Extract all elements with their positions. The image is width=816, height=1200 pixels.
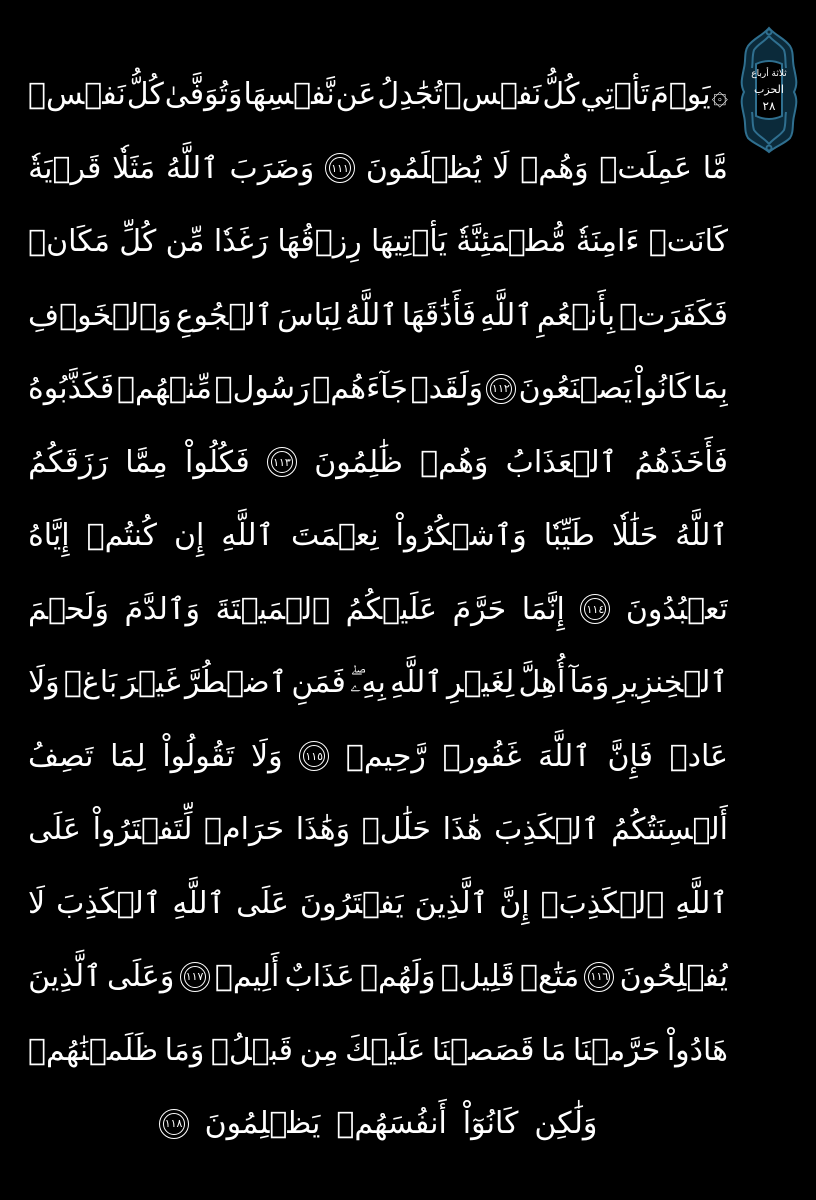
quran-word: بِأَنۡعُمِ: [536, 297, 616, 333]
text-line: [28, 132, 728, 206]
quran-word: حَلَٰلٞ: [361, 812, 431, 848]
text-line: [28, 426, 728, 500]
quran-word: غَفُورٞ: [442, 738, 522, 774]
quran-word: يُظۡلَمُونَ: [365, 150, 482, 186]
ayah-number-marker: ١١٨: [159, 1109, 189, 1139]
quran-word: وَهَٰذَا: [295, 812, 351, 848]
ayah-number-marker: ١١١: [325, 153, 355, 183]
quran-word: ٱلۡمَيۡتَةَ: [215, 591, 331, 627]
text-line: [28, 58, 728, 132]
text-line: [28, 793, 728, 867]
quran-word: مِّنۡهُمۡ: [116, 371, 212, 407]
quran-word: وَلَا: [28, 665, 60, 701]
ayah-number-marker: ١١٥: [299, 741, 329, 771]
quran-word: تَأۡتِي: [580, 77, 650, 113]
text-line: [28, 1014, 728, 1088]
quran-word: ٱللَّهُ: [675, 518, 728, 554]
quran-word: بِهِۦۖ: [350, 665, 386, 701]
hizb-fraction: ثلاثة أرباع: [751, 69, 787, 79]
quran-word: مُّطۡمَئِنَّةٗ: [456, 224, 567, 260]
quran-word: كُلُّ: [542, 77, 580, 113]
quran-word: فَأَخَذَهُمُ: [634, 444, 728, 480]
quran-word: عَادٖ: [669, 738, 728, 774]
quran-word: وَلَحۡمَ: [28, 591, 109, 627]
quran-word: ٱللَّهَ: [538, 738, 591, 774]
quran-word: فَمَنِ: [291, 665, 346, 701]
quran-word: لِغَيۡرِ: [447, 665, 515, 701]
quran-word: ٱللَّهِ: [480, 297, 533, 333]
text-line: [28, 646, 728, 720]
quran-word: وَمَآ: [569, 665, 610, 701]
quran-word: يَوۡمَ: [650, 77, 711, 113]
quran-word: قَرۡيَةٗ: [28, 150, 102, 186]
quran-word: كُلُّ: [126, 77, 164, 113]
quran-word: حَرَّمَ: [452, 591, 507, 627]
quran-word: ٱللَّهِ: [221, 518, 275, 554]
quran-word: ٱلۡكَذِبَۚ: [540, 885, 665, 921]
quran-word: وَضَرَبَ: [229, 150, 315, 186]
quran-word: عَلَى: [236, 885, 289, 921]
quran-word: فَأَذَٰقَهَا: [401, 297, 477, 333]
quran-word: لِبَاسَ: [277, 297, 342, 333]
quran-word: أَنفُسَهُمۡ: [336, 1106, 447, 1142]
quran-word: حَلَٰلٗا: [611, 518, 659, 554]
quran-word: فَكُلُواْ: [185, 444, 250, 480]
quran-word: ٱللَّهُ: [166, 150, 219, 186]
quran-word: ٱلۡجُوعِ: [175, 297, 274, 333]
quran-word: جَآءَهُمۡ: [312, 371, 408, 407]
text-line: [28, 499, 728, 573]
quran-word: ٱلَّذِينَ: [414, 885, 489, 921]
quran-word: هَادُواْ: [666, 1032, 728, 1068]
quran-word: ٱللَّهِ: [390, 665, 443, 701]
quran-word: مَا: [541, 1032, 567, 1068]
ayah-number-marker: ١١٣: [267, 447, 297, 477]
text-line: [28, 279, 728, 353]
quran-word: حَرَامٞ: [204, 812, 285, 848]
quran-word: عَن: [335, 77, 377, 113]
quran-word: لِّتَفۡتَرُواْ: [92, 812, 193, 848]
quran-word: وَهُمۡ: [520, 150, 589, 186]
text-line: [28, 352, 728, 426]
quran-word: ٱلۡخِنزِيرِ: [613, 665, 728, 701]
quran-word: رَزَقَكُمُ: [28, 444, 108, 480]
quran-word: رَسُولٞ: [214, 371, 310, 407]
quran-word: كَانُواْ: [634, 371, 691, 407]
quran-word: أَلِيمٞ: [214, 959, 280, 995]
quran-word: وَلَٰكِن: [534, 1106, 598, 1142]
quran-word: ٱللَّهُ: [345, 297, 398, 333]
quran-word: ءَامِنَةٗ: [575, 224, 640, 260]
ayah-number-marker: ١١٤: [580, 594, 610, 624]
quran-word: مَثَلٗا: [112, 150, 156, 186]
quran-word: مَّا: [702, 150, 728, 186]
ayah-number-marker: ١١٧: [180, 962, 210, 992]
quran-word: ٱلۡكَذِبَ: [56, 885, 162, 921]
rub-el-hizb-icon: ۞: [711, 78, 728, 112]
quran-word: ٱللَّهِ: [172, 885, 226, 921]
quran-word: مِمَّا: [125, 444, 168, 480]
quran-word: ٱضۡطُرَّ: [184, 665, 288, 701]
quran-word: عَلَى: [28, 812, 81, 848]
quran-word: عَلَيۡكُمُ: [345, 591, 438, 627]
quran-word: لِمَا: [110, 738, 146, 774]
quran-word: تَصِفُ: [28, 738, 94, 774]
quran-word: عَمِلَتۡ: [599, 150, 692, 186]
quran-word: نِعۡمَتَ: [291, 518, 379, 554]
quran-word: يَفۡتَرُونَ: [299, 885, 404, 921]
quran-word: كُنتُمۡ: [86, 518, 157, 554]
quran-word: ٱللَّهِ: [675, 885, 728, 921]
quran-word: ٱلۡكَذِبَ: [494, 812, 600, 848]
quran-word: فَكَفَرَتۡ: [619, 297, 728, 333]
quran-word: ٱلۡعَذَابُ: [505, 444, 618, 480]
quran-word: فَإِنَّ: [607, 738, 653, 774]
quran-word: قَصَصۡنَا: [431, 1032, 535, 1068]
quran-text: [28, 58, 728, 1188]
text-line: [28, 205, 728, 279]
quran-word: وَلَا: [250, 738, 283, 774]
quran-word: بَاغٖ: [63, 665, 118, 701]
quran-word: رَغَدٗا: [213, 224, 269, 260]
quran-word: إِنَّ: [499, 885, 530, 921]
quran-word: رَّحِيمٞ: [345, 738, 426, 774]
quran-word: وَلَقَدۡ: [410, 371, 484, 407]
quran-word: تَقُولُواْ: [162, 738, 235, 774]
quran-word: وَٱلۡخَوۡفِ: [28, 297, 172, 333]
quran-word: لَا: [492, 150, 510, 186]
quran-word: مِن: [299, 1032, 339, 1068]
quran-word: رِزۡقُهَا: [277, 224, 362, 260]
quran-word: قَلِيلٞ: [440, 959, 515, 995]
quran-word: يَأۡتِيهَا: [371, 224, 447, 260]
text-line: [28, 573, 728, 647]
quran-word: هَٰذَا: [442, 812, 483, 848]
quran-word: يُفۡلِحُونَ: [619, 959, 728, 995]
quran-word: أُهِلَّ: [518, 665, 566, 701]
quran-word: إِنَّمَا: [521, 591, 565, 627]
quran-word: مَكَانٖ: [28, 224, 110, 260]
quran-word: عَلَيۡكَ: [345, 1032, 426, 1068]
quran-word: وَٱشۡكُرُواْ: [395, 518, 527, 554]
quran-word: وَٱلدَّمَ: [124, 591, 200, 627]
quran-word: قَبۡلُۖ: [210, 1032, 294, 1068]
quran-word: وَعَلَى: [106, 959, 175, 995]
quran-word: تُجَٰدِلُ: [377, 77, 443, 113]
text-line: [28, 867, 728, 941]
quran-word: يَصۡنَعُونَ: [518, 371, 633, 407]
quran-word: بِمَا: [693, 371, 728, 407]
quran-word: مَتَٰعٞ: [520, 959, 580, 995]
quran-word: ٱلَّذِينَ: [28, 959, 102, 995]
hizb-number: ٢٨: [762, 99, 776, 113]
quran-word: يَظۡلِمُونَ: [204, 1106, 321, 1142]
text-line: [28, 720, 728, 794]
quran-word: فَكَذَّبُوهُ: [28, 371, 115, 407]
quran-word: عَذَابٌ: [284, 959, 355, 995]
quran-word: كَانُوٓاْ: [462, 1106, 519, 1142]
quran-word: وَتُوَفَّىٰ: [164, 77, 243, 113]
quran-word: ظَٰلِمُونَ: [314, 444, 403, 480]
quran-word: نَفۡسٖ: [28, 77, 126, 113]
hizb-label: الحزب: [754, 83, 784, 96]
ayah-number-marker: ١١٢: [486, 374, 516, 404]
quran-word: غَيۡرَ: [121, 665, 181, 701]
quran-word: إِيَّاهُ: [28, 518, 70, 554]
quran-word: إِن: [173, 518, 205, 554]
quran-word: وَلَهُمۡ: [360, 959, 436, 995]
quran-word: ظَلَمۡنَٰهُمۡ: [28, 1032, 159, 1068]
quran-word: وَمَا: [164, 1032, 205, 1068]
text-line: [28, 1087, 728, 1161]
hizb-marker: [738, 24, 800, 154]
quran-word: حَرَّمۡنَا: [572, 1032, 661, 1068]
quran-word: مِّن: [165, 224, 205, 260]
text-line: [28, 940, 728, 1014]
quran-word: كُلِّ: [119, 224, 157, 260]
quran-word: وَهُمۡ: [420, 444, 489, 480]
quran-word: لَا: [28, 885, 46, 921]
quran-word: تَعۡبُدُونَ: [625, 591, 728, 627]
ayah-number-marker: ١١٦: [584, 962, 614, 992]
quran-word: أَلۡسِنَتُكُمُ: [611, 812, 728, 848]
quran-word: كَانَتۡ: [648, 224, 728, 260]
quran-word: نَفۡسٖ: [443, 77, 542, 113]
quran-word: طَيِّبٗا: [543, 518, 595, 554]
quran-word: نَّفۡسِهَا: [243, 77, 335, 113]
